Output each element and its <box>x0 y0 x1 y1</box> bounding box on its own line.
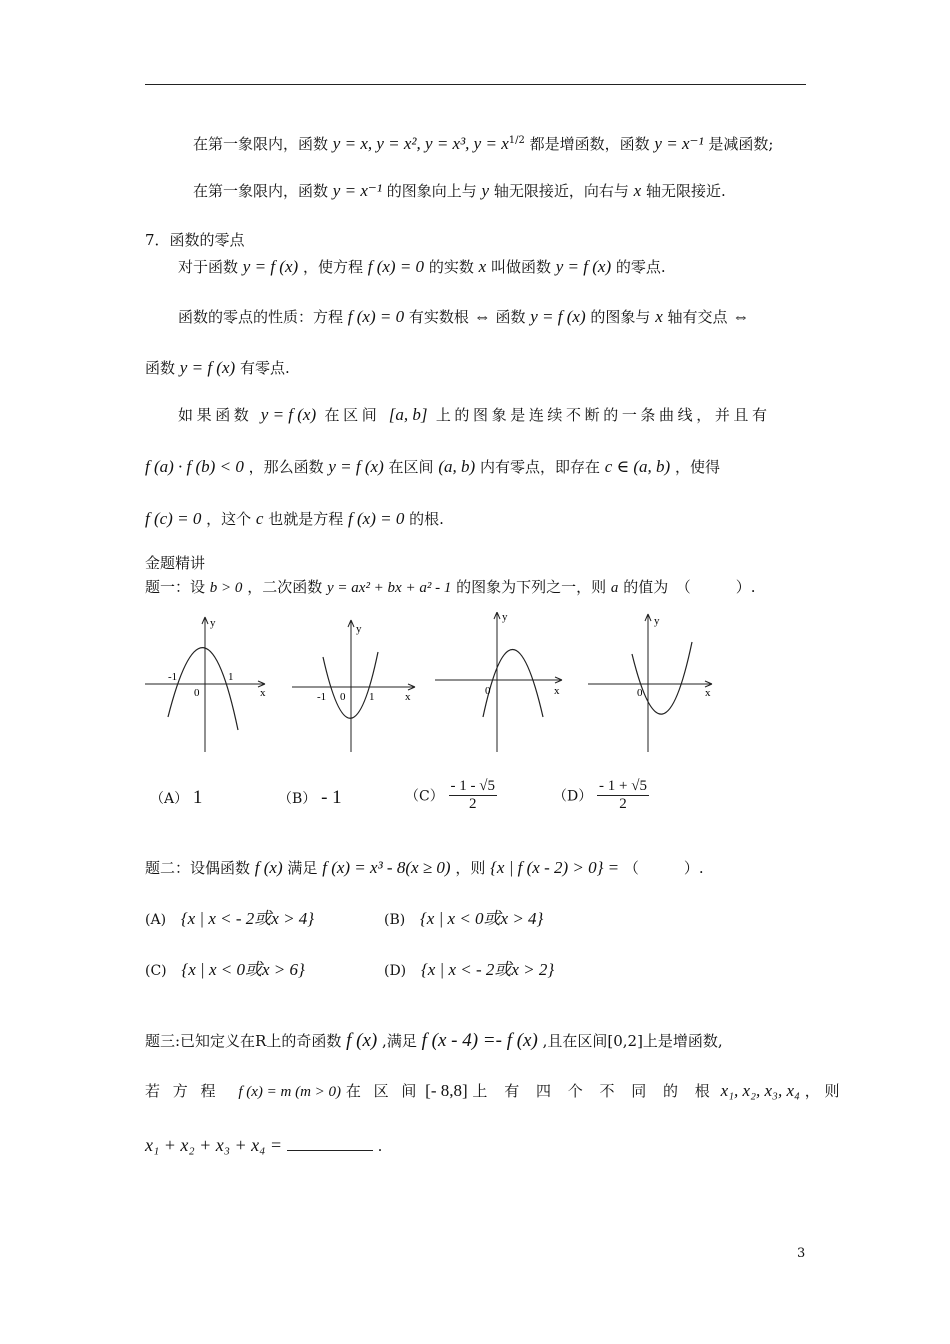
text: 都是增函数，函数 <box>529 135 650 153</box>
label-y: y <box>210 617 216 629</box>
text: 也就是方程 <box>268 510 344 528</box>
text-line-power-increasing <box>193 133 773 154</box>
question-2-stem <box>145 857 704 878</box>
option-value: {x | x < - 2或x > 4} <box>180 909 315 928</box>
graph-3 <box>435 612 562 752</box>
text: 题一：设 <box>145 578 206 596</box>
formula-interval: [- 8,8] <box>425 1081 468 1100</box>
fraction-denominator: 2 <box>468 796 477 812</box>
fraction-numerator: - 1 - √5 <box>450 778 495 794</box>
label-minus-1: -1 <box>168 671 178 683</box>
text: 函数的零点的性质：方程 <box>178 308 344 326</box>
option-label: （D） <box>553 788 593 805</box>
formula: y = f (x) <box>242 257 299 276</box>
formula: f (x) <box>254 858 283 877</box>
formula-interval: [a, b] <box>388 405 428 424</box>
text-line-ivt-3 <box>145 508 444 529</box>
text: 上的图象是连续不断的一条曲线，并且有 <box>435 406 771 424</box>
text: ，那么函数 <box>248 458 324 476</box>
option-value: - 1 <box>321 787 342 808</box>
formula-inverse: y = x⁻¹ <box>332 181 382 200</box>
option-label: (A) <box>145 912 167 928</box>
text: 在 区 间 <box>345 1082 421 1100</box>
formula: b > 0 <box>209 580 243 596</box>
option-a[interactable] <box>145 904 314 929</box>
fraction-denominator: 2 <box>619 796 627 812</box>
text: 内有零点，即存在 <box>479 458 600 476</box>
label-y: y <box>654 615 660 627</box>
formula-sum: x₁ + x₂ + x₃ + x₄ = <box>145 1135 283 1155</box>
text: 叫做函数 <box>490 258 551 276</box>
label-x: x <box>260 687 266 699</box>
section-title: 7．函数的零点 <box>145 231 245 249</box>
formula: y = f (x) <box>260 405 317 424</box>
formula: f (x) = m (m > 0) <box>238 1084 342 1100</box>
text: 在区间 <box>324 406 381 424</box>
option-label: （A） <box>150 791 189 807</box>
question-3-stem-1 <box>145 1030 723 1052</box>
option-a[interactable] <box>150 787 202 809</box>
fraction-numerator: - 1 + √5 <box>599 778 647 794</box>
text: ，使方程 <box>302 258 363 276</box>
var-x: x <box>655 307 663 326</box>
text: 若 方 程 <box>145 1082 220 1100</box>
formula: y = f (x) <box>555 257 612 276</box>
text: 的图象为下列之一，则 <box>456 578 607 596</box>
text-line-ivt-1 <box>178 404 771 425</box>
formula-quadratic: y = ax² + bx + a² - 1 <box>327 580 452 596</box>
parabola <box>168 648 238 730</box>
option-b[interactable] <box>384 904 543 929</box>
formula: c ∈ (a, b) <box>604 457 671 476</box>
text: 函数 <box>145 359 176 377</box>
text: 轴有交点 <box>667 308 728 326</box>
option-c[interactable] <box>145 955 305 980</box>
option-label: (C) <box>145 963 167 979</box>
text: 上 有 四 个 不 同 的 根 <box>472 1082 716 1100</box>
text-line-zero-property <box>178 306 749 327</box>
text: ， 则 <box>804 1082 840 1100</box>
graph-2 <box>292 620 415 752</box>
label-y: y <box>502 612 508 623</box>
graphs-row <box>140 612 740 762</box>
formula: f (x) = x³ - 8(x ≥ 0) <box>322 858 451 877</box>
text: . <box>377 1137 383 1155</box>
iff-symbol: ⇔ <box>473 307 491 326</box>
formula: f (x) = 0 <box>347 307 405 326</box>
var-x: x <box>633 181 642 200</box>
text-line-has-zero <box>145 357 290 378</box>
question-1-stem <box>145 576 755 597</box>
text: 题二：设偶函数 <box>145 859 251 877</box>
label-origin: 0 <box>194 687 200 699</box>
label-x: x <box>405 691 411 703</box>
text: ,满足 <box>382 1032 417 1050</box>
text: 题三:已知定义在R上的奇函数 <box>145 1032 342 1050</box>
section-title-problems: 金题精讲 <box>145 554 206 572</box>
text: 在区间 <box>388 458 434 476</box>
formula: f (x - 4) =- f (x) <box>421 1030 538 1051</box>
option-d[interactable] <box>384 955 554 980</box>
var-c: c <box>255 509 264 528</box>
var-a: a <box>610 580 619 596</box>
text: 对于函数 <box>178 258 239 276</box>
formula: y = f (x) <box>530 307 586 326</box>
formula: f (x) <box>346 1030 378 1051</box>
text: 的根. <box>409 510 444 528</box>
text: ，二次函数 <box>247 578 323 596</box>
text: 的值为 （ ）. <box>623 578 756 596</box>
option-value: {x | x < 0或x > 6} <box>181 960 305 979</box>
answer-blank[interactable] <box>287 1136 373 1151</box>
text: 如果函数 <box>178 406 253 424</box>
option-value: 1 <box>192 787 203 808</box>
label-1: 1 <box>228 671 234 683</box>
formula: f (x) = 0 <box>367 257 425 276</box>
formula: f (c) = 0 <box>145 509 202 528</box>
var-y: y <box>481 181 490 200</box>
text: 函数 <box>495 308 526 326</box>
question-3-stem-2 <box>145 1080 839 1101</box>
formula: f (a) · f (b) < 0 <box>145 457 244 476</box>
label-origin: 0 <box>637 687 643 699</box>
option-label: (B) <box>384 912 406 928</box>
graph-1 <box>145 617 266 752</box>
option-label: （C） <box>405 788 444 805</box>
graph-4 <box>588 614 712 752</box>
text: 的图象与 <box>590 308 651 326</box>
text: ，则 <box>455 859 486 877</box>
formula-set: {x | f (x - 2) > 0} = <box>490 858 620 877</box>
label-minus-1: -1 <box>317 691 327 703</box>
fraction <box>449 778 497 813</box>
option-value: {x | x < 0或x > 4} <box>420 909 544 928</box>
formula-exponent: 1/2 <box>508 135 525 146</box>
text: 是减函数; <box>708 135 774 153</box>
text: 的零点. <box>615 258 666 276</box>
formula-power-functions: y = x, y = x², y = x³, y = x <box>332 134 509 153</box>
formula: f (x) = 0 <box>348 509 405 528</box>
label-x: x <box>705 687 711 699</box>
question-3-stem-3 <box>145 1135 382 1156</box>
text: （ ）. <box>623 859 704 877</box>
formula-inverse: y = x⁻¹ <box>654 134 704 153</box>
option-label: （B） <box>278 791 317 807</box>
formula: y = f (x) <box>179 358 236 377</box>
text: ,且在区间[0,2]上是增函数, <box>542 1032 723 1050</box>
parabola <box>483 650 543 718</box>
label-origin: 0 <box>485 685 491 697</box>
option-value: {x | x < - 2或x > 2} <box>420 960 555 979</box>
option-c[interactable] <box>405 778 497 813</box>
text: ，这个 <box>206 510 252 528</box>
page-number: 3 <box>797 1246 806 1261</box>
text: 满足 <box>287 859 318 877</box>
text: 有零点. <box>239 359 290 377</box>
text: ，使得 <box>674 458 720 476</box>
label-x: x <box>554 685 560 697</box>
fraction <box>597 778 649 813</box>
text: 在第一象限内，函数 <box>193 135 329 153</box>
text-line-zero-definition <box>178 256 666 277</box>
var-x: x <box>478 257 487 276</box>
label-origin: 0 <box>340 691 346 703</box>
formula-roots: x₁, x₂, x₃, x₄ <box>720 1081 800 1100</box>
parabola <box>632 642 692 714</box>
text-line-asymptote <box>193 180 726 201</box>
text: 轴无限接近. <box>645 182 726 200</box>
formula: y = f (x) <box>328 457 384 476</box>
text: 在第一象限内，函数 <box>193 182 329 200</box>
label-1: 1 <box>369 691 375 703</box>
header-rule <box>145 84 806 85</box>
text: 的实数 <box>428 258 474 276</box>
label-y: y <box>356 623 362 635</box>
text: 的图象向上与 <box>386 182 477 200</box>
text: 轴无限接近，向右与 <box>493 182 629 200</box>
text: 有实数根 <box>408 308 469 326</box>
formula-interval: (a, b) <box>438 457 476 476</box>
option-label: (D) <box>384 963 407 979</box>
option-d[interactable] <box>553 778 649 813</box>
iff-symbol: ⇔ <box>732 307 750 326</box>
text-line-ivt-2 <box>145 456 720 477</box>
option-b[interactable] <box>278 787 342 809</box>
